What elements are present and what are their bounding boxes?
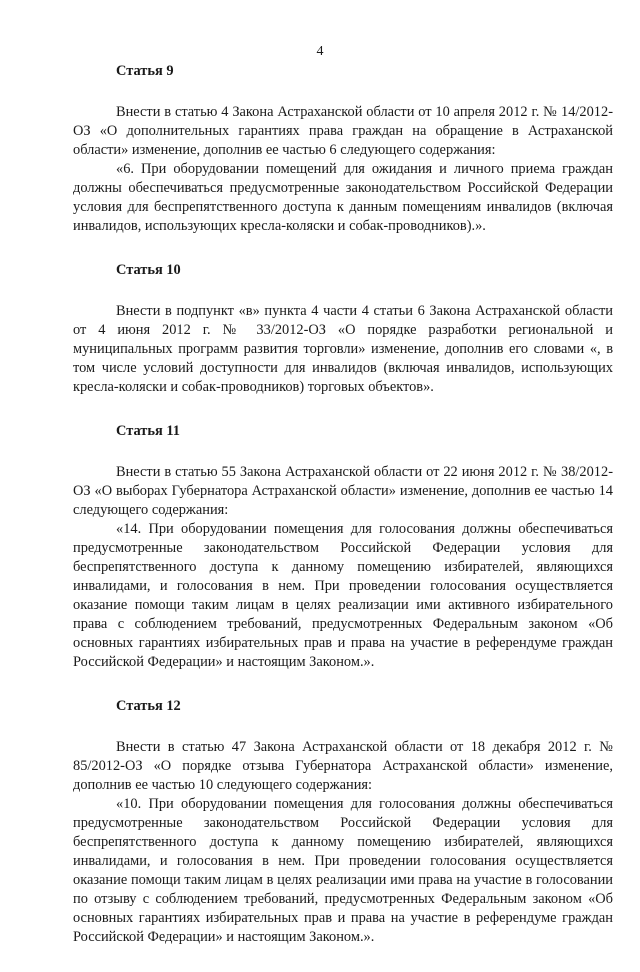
article-paragraph: «10. При оборудовании помещения для голосования должны обеспечиваться предусмотренные законодательством Российской Федерации условия для беспрепятственного доступа к данному помещению избирателей, являющихся инвалидами, и голосования в нем. При проведении голосования осуществляется оказание помощи таким лицам в целях реализации ими права на участие в голосовании по отзыву с соблюдением требований, предусмотренных Федеральным законом «Об основных гарантиях избирательных прав и права на участие в референдуме граждан Российской Федерации» и настоящим Законом.». <box>73 796 613 945</box>
article-paragraph: Внести в статью 4 Закона Астраханской области от 10 апреля 2012 г. № 14/2012-ОЗ «О дополнительных гарантиях права граждан на обращение в Астраханской области» изменение, дополнив ее частью 6 следующего содержания: <box>73 104 613 158</box>
article-paragraph: Внести в подпункт «в» пункта 4 части 4 статьи 6 Закона Астраханской области от 4 июня 2012 г. № 33/2012-ОЗ «О порядке разработки региональной и муниципальных программ развития торговли» изменение, дополнив его словами «, в том числе условий доступности для инвалидов (включая инвалидов, использующих кресла-коляски и собак-проводников) торговых объектов». <box>73 303 613 395</box>
article-10 <box>73 261 613 397</box>
article-paragraph: «14. При оборудовании помещения для голосования должны обеспечиваться предусмотренные законодательством Российской Федерации условия для беспрепятственного доступа к данному помещению избирателей, являющихся инвалидами, и голосования в нем. При проведении голосования осуществляется оказание помощи таким лицам в целях реализации ими активного избирательного права с соблюдением требований, предусмотренных Федеральным законом «Об основных гарантиях избирательных прав и права на участие в референдуме граждан Российской Федерации» и настоящим Законом.». <box>73 521 613 670</box>
article-11 <box>73 422 613 672</box>
article-9 <box>73 62 613 236</box>
article-paragraph: Внести в статью 47 Закона Астраханской области от 18 декабря 2012 г. № 85/2012-ОЗ «О порядке отзыва Губернатора Астраханской области» изменение, дополнив ее частью 10 следующего содержания: <box>73 739 613 793</box>
article-paragraph: Внести в статью 55 Закона Астраханской области от 22 июня 2012 г. № 38/2012-ОЗ «О выборах Губернатора Астраханской области» изменение, дополнив ее частью 14 следующего содержания: <box>73 464 613 518</box>
article-paragraph: «6. При оборудовании помещений для ожидания и личного приема граждан должны обеспечиваться предусмотренные законодательством Российской Федерации условия для беспрепятственного доступа к данным помещениям инвалидов (включая инвалидов, использующих кресла-коляски и собак-проводников).». <box>73 161 613 234</box>
document-body <box>73 62 613 972</box>
article-heading: Статья 10 <box>116 262 181 278</box>
article-heading: Статья 12 <box>116 698 181 714</box>
article-12 <box>73 697 613 947</box>
article-heading: Статья 9 <box>116 63 174 79</box>
page-number: 4 <box>316 44 324 59</box>
article-heading: Статья 11 <box>116 423 180 439</box>
